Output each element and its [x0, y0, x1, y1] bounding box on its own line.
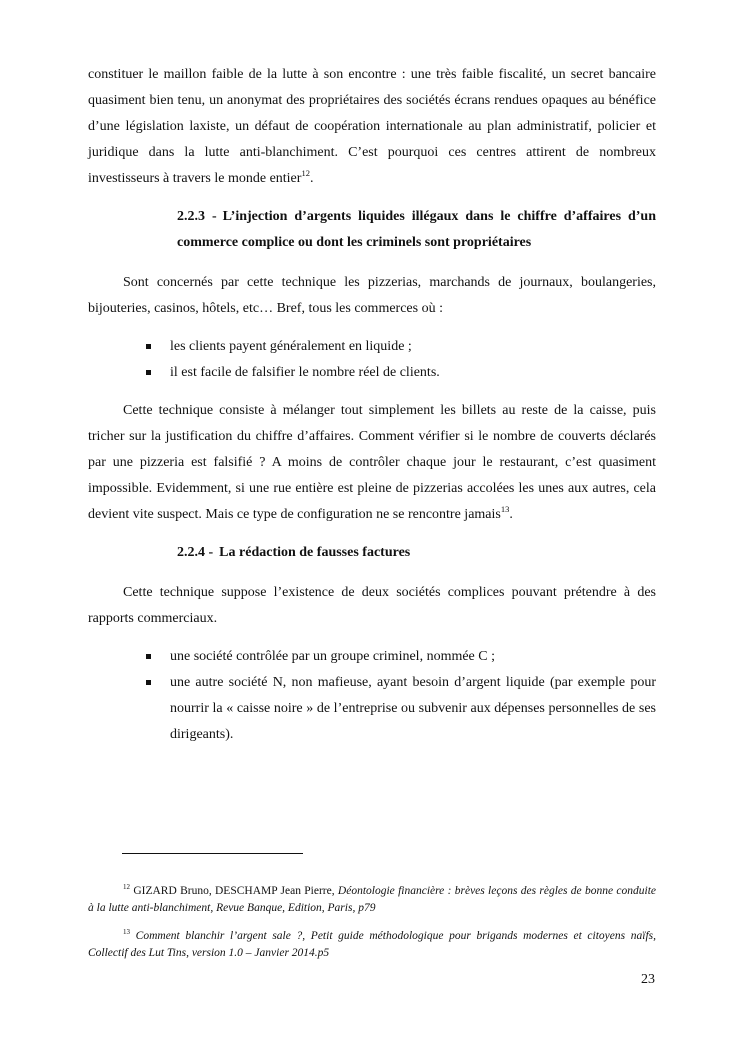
square-bullet-icon	[146, 370, 151, 375]
footnote-12	[88, 883, 656, 917]
footnote-number: 12	[123, 883, 130, 891]
list-item	[88, 334, 656, 360]
list-item	[88, 670, 656, 748]
footnote-number: 13	[123, 928, 130, 936]
section-2-2-3-body	[88, 398, 656, 528]
section-2-2-3-intro: Sont concernés par cette technique les pizzerias, marchands de journaux, boulangeries, bijouteries, casinos, hôtels, etc… Bref, tous les commerces où :	[88, 275, 656, 316]
footnote-ref-13[interactable]: 13	[500, 504, 510, 514]
section-heading-2-2-3	[177, 204, 656, 256]
footnote-text: GIZARD Bruno, DESCHAMP Jean Pierre,	[133, 885, 338, 897]
intro-end: .	[309, 171, 314, 186]
list-item-text: une société contrôlée par un groupe criminel, nommée C ;	[170, 649, 496, 664]
footnote-italic-text: Comment blanchir l’argent sale ?, Petit guide méthodologique pour brigands modernes et citoyens naïfs, Collectif des Lut Tins, version 1.0 – Janvier 2014.p5	[88, 930, 656, 959]
list-item-text: une autre société N, non mafieuse, ayant besoin d’argent liquide (par exemple pour nourrir la « caisse noire » de l’entreprise ou subvenir aux dépenses personnelles de ses dirigeants).	[170, 675, 656, 742]
list-item	[88, 644, 656, 670]
section-number: 2.2.4 -	[177, 545, 214, 560]
body-end: .	[509, 507, 513, 522]
section-2-2-4-intro: Cette technique suppose l’existence de deux sociétés complices pouvant prétendre à des rapports commerciaux.	[88, 585, 656, 626]
list-item-text: il est facile de falsifier le nombre réel de clients.	[170, 365, 440, 380]
square-bullet-icon	[146, 654, 151, 659]
bullet-list-2-2-3	[88, 334, 656, 386]
footnote-ref-12[interactable]: 12	[301, 168, 310, 178]
body-text: Cette technique consiste à mélanger tout simplement les billets au reste de la caisse, puis tricher sur la justification du chiffre d’affaires. Comment vérifier si le nombre de couverts déclarés par une pizzeria est falsifié ? A moins de contrôler chaque jour le restaurant, c’est quasiment impossible. Evidemment, si une rue entière est pleine de pizzerias accolées les unes aux autres, cela devient vite suspect. Mais ce type de configuration ne se rencontre jamais	[88, 403, 656, 522]
square-bullet-icon	[146, 680, 151, 685]
page-number: 23	[641, 972, 655, 987]
intro-text: constituer le maillon faible de la lutte à son encontre : une très faible fiscalité, un secret bancaire quasiment bien tenu, un anonymat des propriétaires des sociétés écrans rendues opaques au bénéfice d’une législation laxiste, un défaut de coopération internationale au plan administratif, policier et juridique dans la lutte anti-blanchiment. C’est pourquoi ces centres attirent de nombreux investisseurs à travers le monde entier	[88, 67, 656, 186]
bullet-list-2-2-4	[88, 644, 656, 748]
intro-paragraph	[88, 62, 656, 192]
section-title: La rédaction de fausses factures	[219, 545, 411, 560]
list-item-text: les clients payent généralement en liquide ;	[170, 339, 412, 354]
section-title: L’injection d’argents liquides illégaux dans le chiffre d’affaires d’un commerce complice ou dont les criminels sont propriétaires	[177, 209, 656, 250]
footnote-separator	[122, 853, 303, 854]
square-bullet-icon	[146, 344, 151, 349]
section-heading-2-2-4	[177, 540, 656, 566]
page-body	[88, 62, 656, 748]
section-number: 2.2.3 -	[177, 209, 217, 224]
footnote-italic-text: Déontologie financière : brèves leçons des règles de bonne conduite à la lutte anti-blanchiment, Revue Banque, Edition, Paris, p79	[88, 885, 656, 914]
footnote-13	[88, 928, 656, 962]
list-item	[88, 360, 656, 386]
